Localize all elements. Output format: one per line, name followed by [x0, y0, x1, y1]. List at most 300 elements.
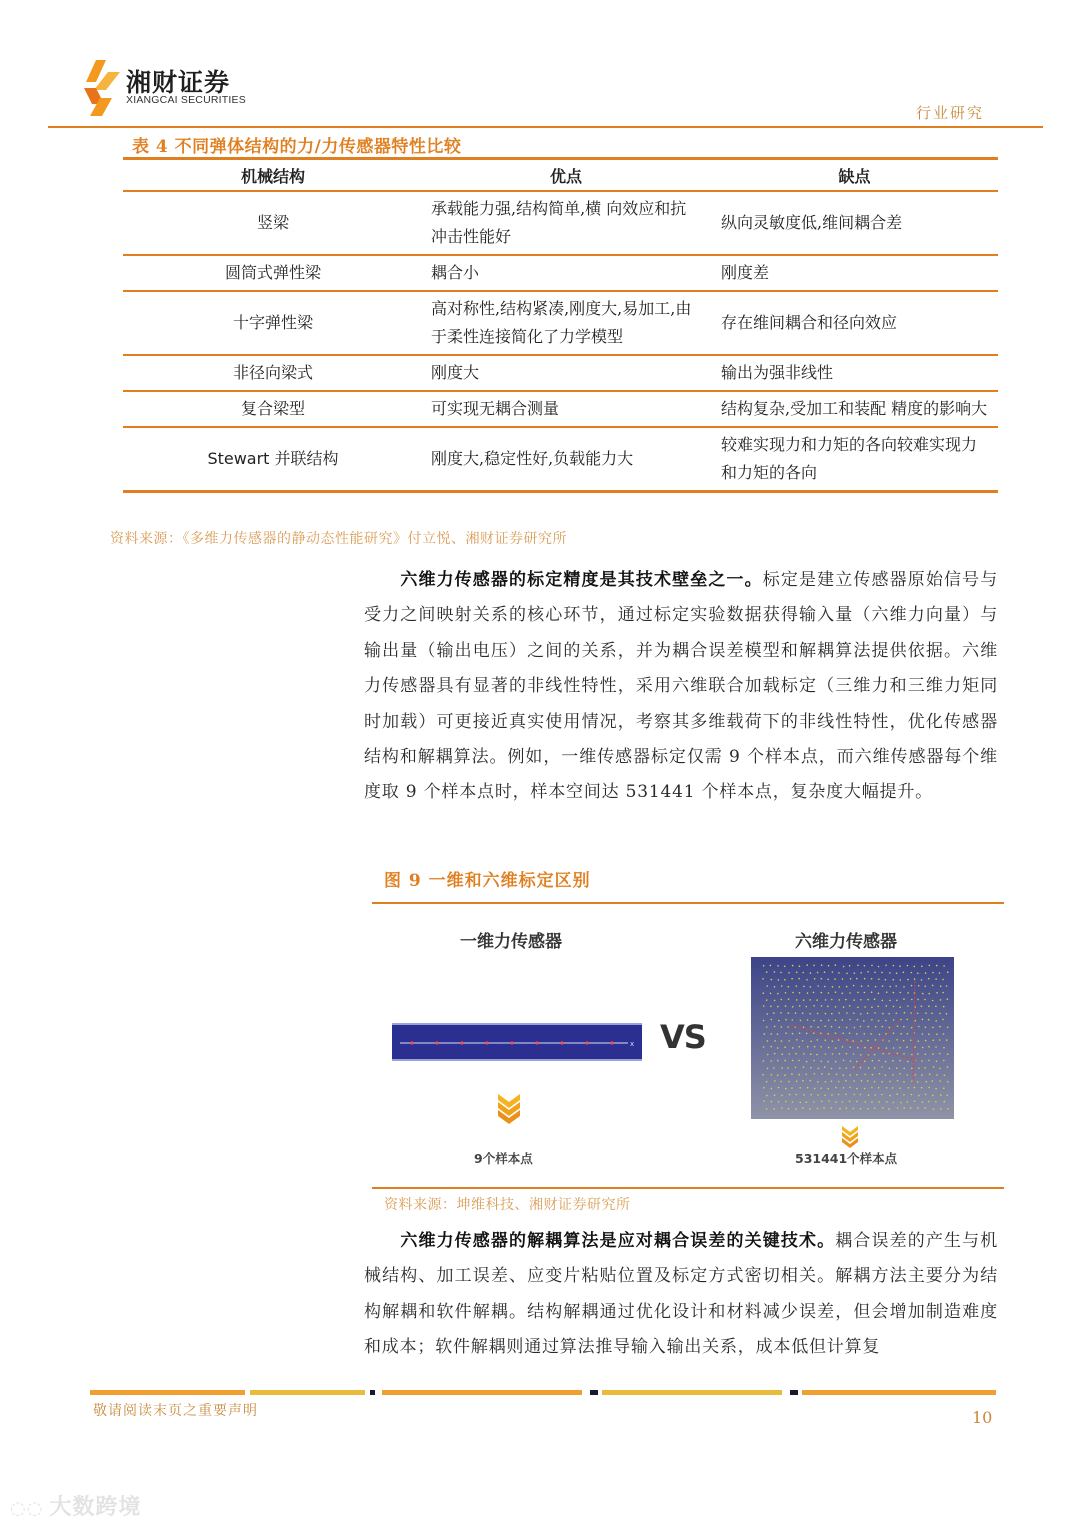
- cons-cell: 存在维间耦合和径向效应: [709, 291, 998, 355]
- cons-cell: 结构复杂,受加工和装配 精度的影响大: [709, 391, 998, 427]
- sample-point: [917, 1013, 919, 1015]
- sample-point: [781, 1107, 783, 1109]
- sample-point: [828, 965, 830, 967]
- sample-point: [827, 1033, 829, 1035]
- sample-point: [817, 972, 819, 974]
- sample-point: [831, 1081, 833, 1083]
- sample-point: [788, 986, 790, 988]
- sample-point: [932, 1080, 934, 1082]
- sample-point: [896, 1039, 898, 1041]
- paragraph-lead: 六维力传感器的解耦算法是应对耦合误差的关键技术。: [400, 1231, 836, 1251]
- sample-point: [893, 1047, 895, 1049]
- sample-point: [867, 999, 869, 1001]
- sample-point: [843, 1074, 845, 1076]
- sample-point: [821, 1061, 823, 1063]
- figure-divider: [372, 1187, 1004, 1189]
- sample-point: [810, 1067, 812, 1069]
- sample-point: [863, 1020, 865, 1022]
- sample-point: [785, 992, 787, 994]
- sample-point: [932, 1000, 934, 1002]
- sample-point: [944, 1074, 946, 1076]
- sample-point: [839, 1027, 841, 1029]
- sample-point: [885, 979, 887, 981]
- sample-point: [903, 1107, 905, 1109]
- sample-point: [947, 1027, 949, 1029]
- sample-point: [810, 1041, 812, 1043]
- figure-divider: [372, 902, 1004, 904]
- sample-point: [843, 1006, 845, 1008]
- sample-point: [810, 1026, 812, 1028]
- chevron-down-icon: [840, 1124, 860, 1148]
- sample-point: [835, 1020, 837, 1022]
- sample-point: [860, 1013, 862, 1015]
- sample-point: [857, 1007, 859, 1009]
- sample-point: [882, 1026, 884, 1028]
- sample-point: [931, 1013, 933, 1015]
- sample-point: [939, 1039, 941, 1041]
- sample-point: [813, 992, 815, 994]
- sample-point: [773, 1108, 775, 1110]
- sample-point: [921, 1060, 923, 1062]
- sample-point: [824, 986, 826, 988]
- sample-point: [939, 1080, 941, 1082]
- sample-point: [889, 1081, 891, 1083]
- sample-point: [845, 1080, 847, 1082]
- sample-point: [861, 1080, 863, 1082]
- sample-point: [933, 1066, 935, 1068]
- sample-point: [915, 1020, 917, 1022]
- sample-point: [893, 1032, 895, 1034]
- sample-point: [810, 1053, 812, 1055]
- sample-point: [825, 1039, 827, 1041]
- sample-point: [947, 1108, 949, 1110]
- sample-point: [942, 1019, 944, 1021]
- sample-point: [771, 1074, 773, 1076]
- sample-point: [835, 991, 837, 993]
- sample-point: [852, 1040, 854, 1042]
- sample-point: [921, 1087, 923, 1089]
- sample-point: [917, 1081, 919, 1083]
- sample-point: [810, 1080, 812, 1082]
- sample-point: [867, 1080, 869, 1082]
- sample-point: [838, 1039, 840, 1041]
- sample-point: [871, 1101, 873, 1103]
- sample-point: [766, 1026, 768, 1028]
- six-axis-calibration-image: [751, 957, 954, 1119]
- sample-point: [892, 1060, 894, 1062]
- sample-point: [821, 1101, 823, 1103]
- sample-point: [936, 1074, 938, 1076]
- sample-point: [821, 992, 823, 994]
- sample-point: [871, 1006, 873, 1008]
- pros-cell: 刚度大: [423, 355, 709, 391]
- sample-point: [763, 1020, 765, 1022]
- sample-point: [778, 1101, 780, 1103]
- sample-point: [762, 1074, 764, 1076]
- sample-point: [917, 999, 919, 1001]
- sample-point: [908, 1087, 910, 1089]
- sample-point: [867, 1013, 869, 1015]
- sample-point: [849, 1032, 851, 1034]
- sample-point: [893, 1006, 895, 1008]
- sample-point: [899, 1060, 901, 1062]
- sample-point: [839, 1067, 841, 1069]
- sample-point: [864, 1047, 866, 1049]
- sample-point: [856, 1033, 858, 1035]
- sample-point: [767, 1040, 769, 1042]
- sample-point: [860, 1108, 862, 1110]
- sample-point: [817, 1013, 819, 1015]
- one-axis-calibration-image: [392, 1023, 642, 1061]
- sample-point: [846, 1027, 848, 1029]
- sample-point: [896, 1093, 898, 1095]
- sample-point: [857, 992, 859, 994]
- sample-point: [918, 1026, 920, 1028]
- sample-point: [860, 972, 862, 974]
- sample-point: [835, 1047, 837, 1049]
- figure-title: 图 9 一维和六维标定区别: [384, 871, 591, 891]
- sample-point: [936, 965, 938, 967]
- sample-point: [875, 1039, 877, 1041]
- sample-point: [935, 1046, 937, 1048]
- sample-point: [907, 992, 909, 994]
- sample-point: [885, 1020, 887, 1022]
- sample-point: [767, 1068, 769, 1070]
- sample-point: [896, 972, 898, 974]
- sample-point: [856, 1088, 858, 1090]
- sample-point: [788, 1040, 790, 1042]
- sample-point: [878, 978, 880, 980]
- sample-point: [889, 1000, 891, 1002]
- sample-point: [817, 1108, 819, 1110]
- sample-point: [870, 1047, 872, 1049]
- sample-point: [914, 1046, 916, 1048]
- sample-point: [810, 1094, 812, 1096]
- sample-point: [943, 1047, 945, 1049]
- sample-point: [860, 1054, 862, 1056]
- page-number: 10: [972, 1408, 993, 1427]
- sample-point: [777, 1006, 779, 1008]
- sample-point: [907, 1005, 909, 1007]
- sample-point: [914, 966, 916, 968]
- sample-point: [888, 1040, 890, 1042]
- sample-point: [874, 1108, 876, 1110]
- sample-point: [817, 985, 819, 987]
- sample-point: [885, 965, 887, 967]
- sample-point: [763, 992, 765, 994]
- sample-point: [925, 1054, 927, 1056]
- sample-point: [792, 992, 794, 994]
- sample-point: [935, 1088, 937, 1090]
- sample-point: [843, 1060, 845, 1062]
- sample-point: [805, 1006, 807, 1008]
- sample-point: [922, 993, 924, 995]
- sample-point: [926, 1081, 928, 1083]
- sample-point: [795, 1108, 797, 1110]
- sample-point: [781, 1067, 783, 1069]
- sample-point: [897, 1025, 899, 1027]
- sample-point: [798, 1060, 800, 1062]
- sample-point: [874, 1067, 876, 1069]
- sample-point: [914, 978, 916, 980]
- sample-point: [882, 1053, 884, 1055]
- sample-point: [947, 1081, 949, 1083]
- pros-cell: 承载能力强,结构简单,横 向效应和抗冲击性能好: [423, 191, 709, 255]
- sample-point: [929, 1073, 931, 1075]
- sample-point: [860, 1026, 862, 1028]
- sample-point: [882, 1013, 884, 1015]
- sample-point: [911, 999, 913, 1001]
- sample-point: [888, 1108, 890, 1110]
- sample-point: [824, 1025, 826, 1027]
- structure-cell: 复合梁型: [123, 391, 423, 427]
- column-header: 机械结构: [123, 159, 423, 192]
- sample-point: [809, 999, 811, 1001]
- sample-point: [899, 1047, 901, 1049]
- sample-point: [824, 971, 826, 973]
- sample-point: [921, 1074, 923, 1076]
- sample-point: [939, 1013, 941, 1015]
- sample-point: [900, 1019, 902, 1021]
- sample-point: [903, 1040, 905, 1042]
- sample-point: [778, 979, 780, 981]
- sample-point: [781, 1040, 783, 1042]
- body-paragraph: [364, 1224, 998, 1364]
- sample-point: [825, 1081, 827, 1083]
- sample-point: [778, 1087, 780, 1089]
- sample-point: [888, 1013, 890, 1015]
- sample-point: [824, 1066, 826, 1068]
- sample-point: [838, 1094, 840, 1096]
- sample-point: [939, 1053, 941, 1055]
- sample-point: [809, 1013, 811, 1015]
- sample-point: [903, 1053, 905, 1055]
- paragraph-text: 耦合误差的产生与机械结构、加工误差、应变片粘贴位置及标定方式密切相关。解耦方法主要分为结构解耦和软件解耦。结构解耦通过优化设计和材料减少误差，但会增加制造难度和成本；软件解耦则通过算法推导输入输出关系，成本低但计算复: [364, 1231, 998, 1358]
- sample-point: [831, 1026, 833, 1028]
- sample-point: [770, 1033, 772, 1035]
- sample-point: [928, 1060, 930, 1062]
- sample-point: [803, 1066, 805, 1068]
- sample-point: [839, 1053, 841, 1055]
- sample-point: [882, 985, 884, 987]
- sample-point: [800, 1020, 802, 1022]
- sample-point: [774, 1000, 776, 1002]
- sample-point: [946, 1013, 948, 1015]
- sample-point: [882, 1107, 884, 1109]
- structure-cell: Stewart 并联结构: [123, 427, 423, 492]
- sample-point: [886, 1087, 888, 1089]
- sample-point: [802, 1040, 804, 1042]
- sample-point: [788, 1012, 790, 1014]
- sample-point: [807, 1087, 809, 1089]
- sample-point: [796, 1081, 798, 1083]
- sample-point: [870, 1033, 872, 1035]
- sample-point: [535, 1041, 538, 1044]
- sample-point: [865, 1074, 867, 1076]
- sample-point: [928, 993, 930, 995]
- sample-point: [825, 1013, 827, 1015]
- sample-point: [871, 978, 873, 980]
- report-type: 行业研究: [915, 104, 984, 122]
- sample-point: [922, 1019, 924, 1021]
- sample-point: [922, 1033, 924, 1035]
- sample-point: [791, 1087, 793, 1089]
- sample-point: [774, 986, 776, 988]
- sample-point: [881, 1066, 883, 1068]
- sample-point: [777, 1060, 779, 1062]
- sample-point: [864, 992, 866, 994]
- sample-point: [824, 1095, 826, 1097]
- sample-point: [770, 993, 772, 995]
- sample-point: [860, 999, 862, 1001]
- sample-point: [770, 1046, 772, 1048]
- sample-point: [828, 1100, 830, 1102]
- sample-point: [807, 992, 809, 994]
- sample-point: [878, 1060, 880, 1062]
- sample-point: [932, 1095, 934, 1097]
- sample-point: [875, 986, 877, 988]
- sample-point: [947, 971, 949, 973]
- sample-point: [835, 1032, 837, 1034]
- sample-point: [910, 1040, 912, 1042]
- sample-point: [925, 1094, 927, 1096]
- sample-point: [835, 964, 837, 966]
- sample-point: [806, 1033, 808, 1035]
- sample-point: [918, 1095, 920, 1097]
- sample-point: [792, 1060, 794, 1062]
- sample-point: [832, 971, 834, 973]
- sample-point: [935, 1005, 937, 1007]
- sample-point: [766, 1081, 768, 1083]
- structure-cell: 非径向梁式: [123, 355, 423, 391]
- sample-point: [893, 992, 895, 994]
- one-axis-sample-label: 9个样本点: [474, 1151, 533, 1166]
- sample-point: [770, 1006, 772, 1008]
- sample-point: [827, 979, 829, 981]
- sample-point: [900, 1102, 902, 1104]
- sample-point: [802, 1107, 804, 1109]
- column-header: 缺点: [709, 159, 998, 192]
- sample-point: [907, 965, 909, 967]
- sample-point: [935, 1020, 937, 1022]
- sample-point: [871, 965, 873, 967]
- sample-point: [928, 1019, 930, 1021]
- sample-point: [918, 1040, 920, 1042]
- sample-point: [771, 1088, 773, 1090]
- sample-point: [560, 1041, 563, 1044]
- figure-source: 资料来源：坤维科技、湘财证券研究所: [384, 1197, 631, 1213]
- sample-point: [795, 1067, 797, 1069]
- sample-point: [820, 1033, 822, 1035]
- table-row: [123, 355, 998, 391]
- sample-point: [842, 1101, 844, 1103]
- sample-point: [814, 1046, 816, 1048]
- sample-point: [435, 1041, 438, 1044]
- sample-point: [785, 1005, 787, 1007]
- sample-point: [806, 964, 808, 966]
- sample-point: [806, 1101, 808, 1103]
- sample-point: [899, 1073, 901, 1075]
- sample-point: [774, 1053, 776, 1055]
- sample-point: [813, 965, 815, 967]
- sample-point: [806, 979, 808, 981]
- sample-point: [928, 978, 930, 980]
- sample-point: [810, 986, 812, 988]
- sample-point: [911, 985, 913, 987]
- sample-point: [924, 1067, 926, 1069]
- sample-point: [827, 1061, 829, 1063]
- sample-point: [853, 985, 855, 987]
- sample-point: [784, 1046, 786, 1048]
- sample-point: [867, 1040, 869, 1042]
- sample-point: [850, 978, 852, 980]
- sample-point: [903, 998, 905, 1000]
- sample-point: [924, 999, 926, 1001]
- sample-point: [868, 1026, 870, 1028]
- sample-point: [943, 1006, 945, 1008]
- sample-point: [831, 1068, 833, 1070]
- sample-point: [897, 1107, 899, 1109]
- sample-point: [780, 1081, 782, 1083]
- sample-point: [918, 985, 920, 987]
- sample-point: [787, 1026, 789, 1028]
- sample-point: [849, 1046, 851, 1048]
- sample-point: [785, 1088, 787, 1090]
- sample-point: [845, 1094, 847, 1096]
- sample-point: [899, 1087, 901, 1089]
- sample-point: [893, 1019, 895, 1021]
- sample-point: [813, 1032, 815, 1034]
- sample-point: [907, 1101, 909, 1103]
- sample-point: [836, 1074, 838, 1076]
- sample-point: [816, 1054, 818, 1056]
- sample-point: [853, 1067, 855, 1069]
- sample-point: [771, 1101, 773, 1103]
- sample-point: [777, 1074, 779, 1076]
- sample-point: [849, 1019, 851, 1021]
- sample-point: [874, 972, 876, 974]
- sample-point: [774, 1026, 776, 1028]
- sample-point: [821, 964, 823, 966]
- cons-cell: 较难实现力和力矩的各向较难实现力和力矩的各向: [709, 427, 998, 492]
- sample-point: [774, 1040, 776, 1042]
- sample-point: [485, 1041, 488, 1044]
- sample-point: [881, 1081, 883, 1083]
- sample-point: [900, 1033, 902, 1035]
- table-row: [123, 291, 998, 355]
- sample-point: [928, 1087, 930, 1089]
- sample-point: [805, 1074, 807, 1076]
- sample-point: [787, 1067, 789, 1069]
- sample-point: [861, 1040, 863, 1042]
- sample-point: [946, 985, 948, 987]
- sample-point: [874, 1081, 876, 1083]
- sample-point: [788, 1081, 790, 1083]
- sample-point: [853, 1108, 855, 1110]
- sample-point: [872, 1060, 874, 1062]
- sample-point: [922, 1101, 924, 1103]
- structure-cell: 圆筒式弹性梁: [123, 255, 423, 291]
- sample-point: [799, 992, 801, 994]
- sample-point: [868, 1067, 870, 1069]
- pros-cell: 刚度大,稳定性好,负载能力大: [423, 427, 709, 492]
- sample-point: [610, 1041, 613, 1044]
- sample-point: [766, 999, 768, 1001]
- footer-divider: [90, 1390, 996, 1395]
- sample-point: [896, 1013, 898, 1015]
- sample-point: [792, 1019, 794, 1021]
- sample-point: [809, 1108, 811, 1110]
